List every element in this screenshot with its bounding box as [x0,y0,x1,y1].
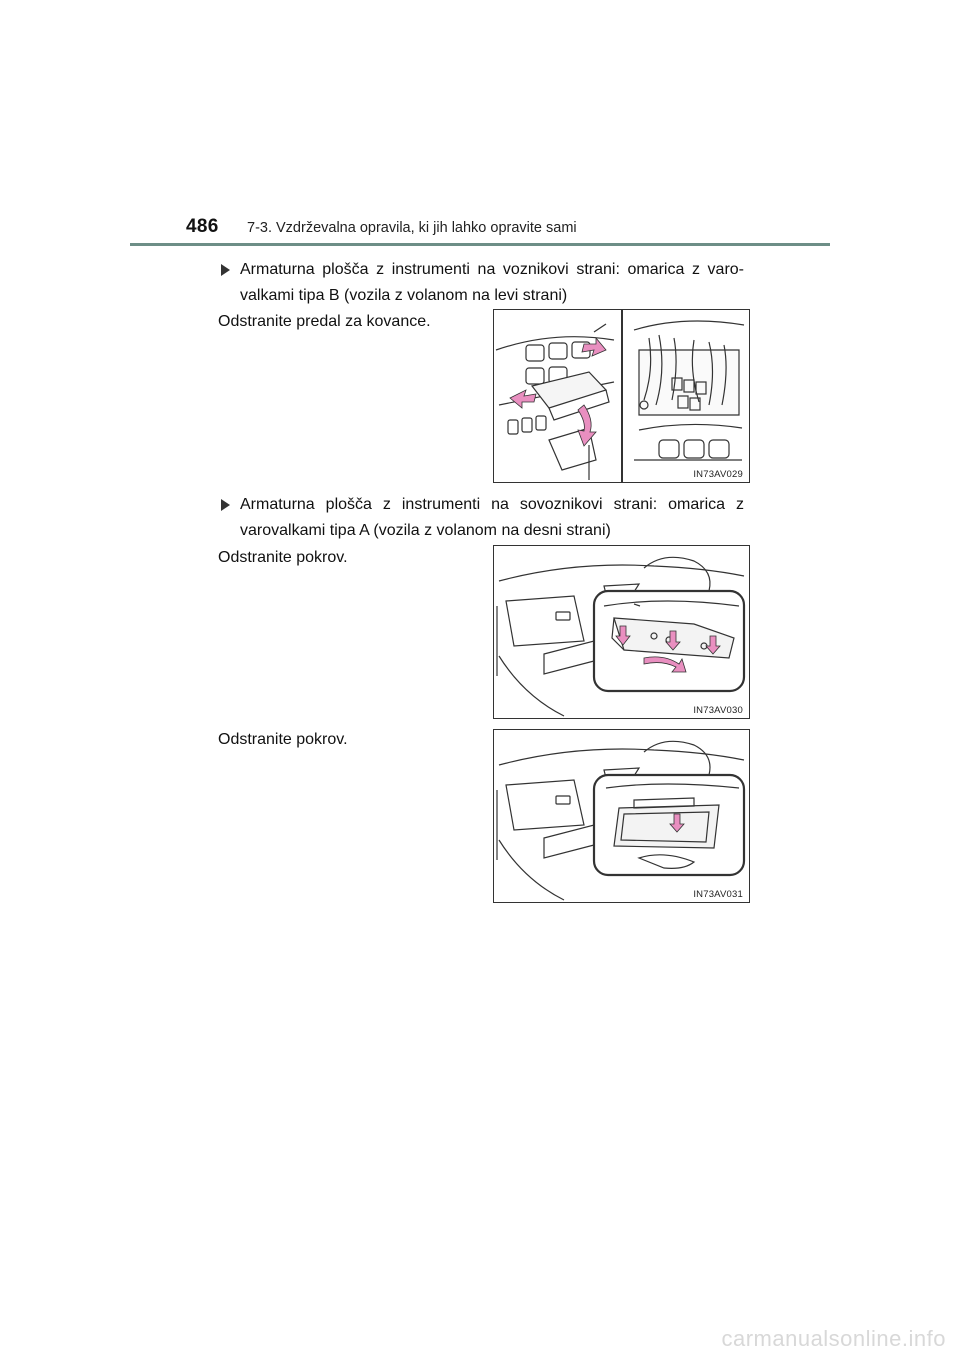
figure-cover-removal [493,545,750,719]
figure-fuse-box-cover [493,729,750,903]
triangle-bullet-icon [221,499,230,511]
coin-box-illustration [494,310,750,483]
instruction-text: Odstranite pokrov. [218,731,348,748]
cover-removal-illustration [494,546,750,719]
header-rule [130,243,830,246]
triangle-bullet-icon [221,264,230,276]
bullet-item-driver-side [218,257,744,309]
bullet-item-passenger-side [218,492,744,544]
figure-code: IN73AV030 [693,705,743,716]
bullet-text: Armaturna plošča z instrumenti na sovoznikovi strani: omarica z varovalkami tipa A (vozila z volanom na desni strani) [240,496,744,539]
page-number: 486 [186,216,219,237]
figure-code: IN73AV031 [693,889,743,900]
figure-coin-box-removal [493,309,750,483]
bullet-text: Armaturna plošča z instrumenti na voznikovi strani: omarica z varo-valkami tipa B (vozila z volanom na levi strani) [240,261,744,304]
watermark: carmanualsonline.info [721,1326,946,1351]
instruction-text: Odstranite pokrov. [218,549,348,566]
instruction-text: Odstranite predal za kovance. [218,313,431,330]
chapter-title: 7-3. Vzdrževalna opravila, ki jih lahko opravite sami [247,220,577,236]
fuse-box-cover-illustration [494,730,750,903]
figure-code: IN73AV029 [693,469,743,480]
